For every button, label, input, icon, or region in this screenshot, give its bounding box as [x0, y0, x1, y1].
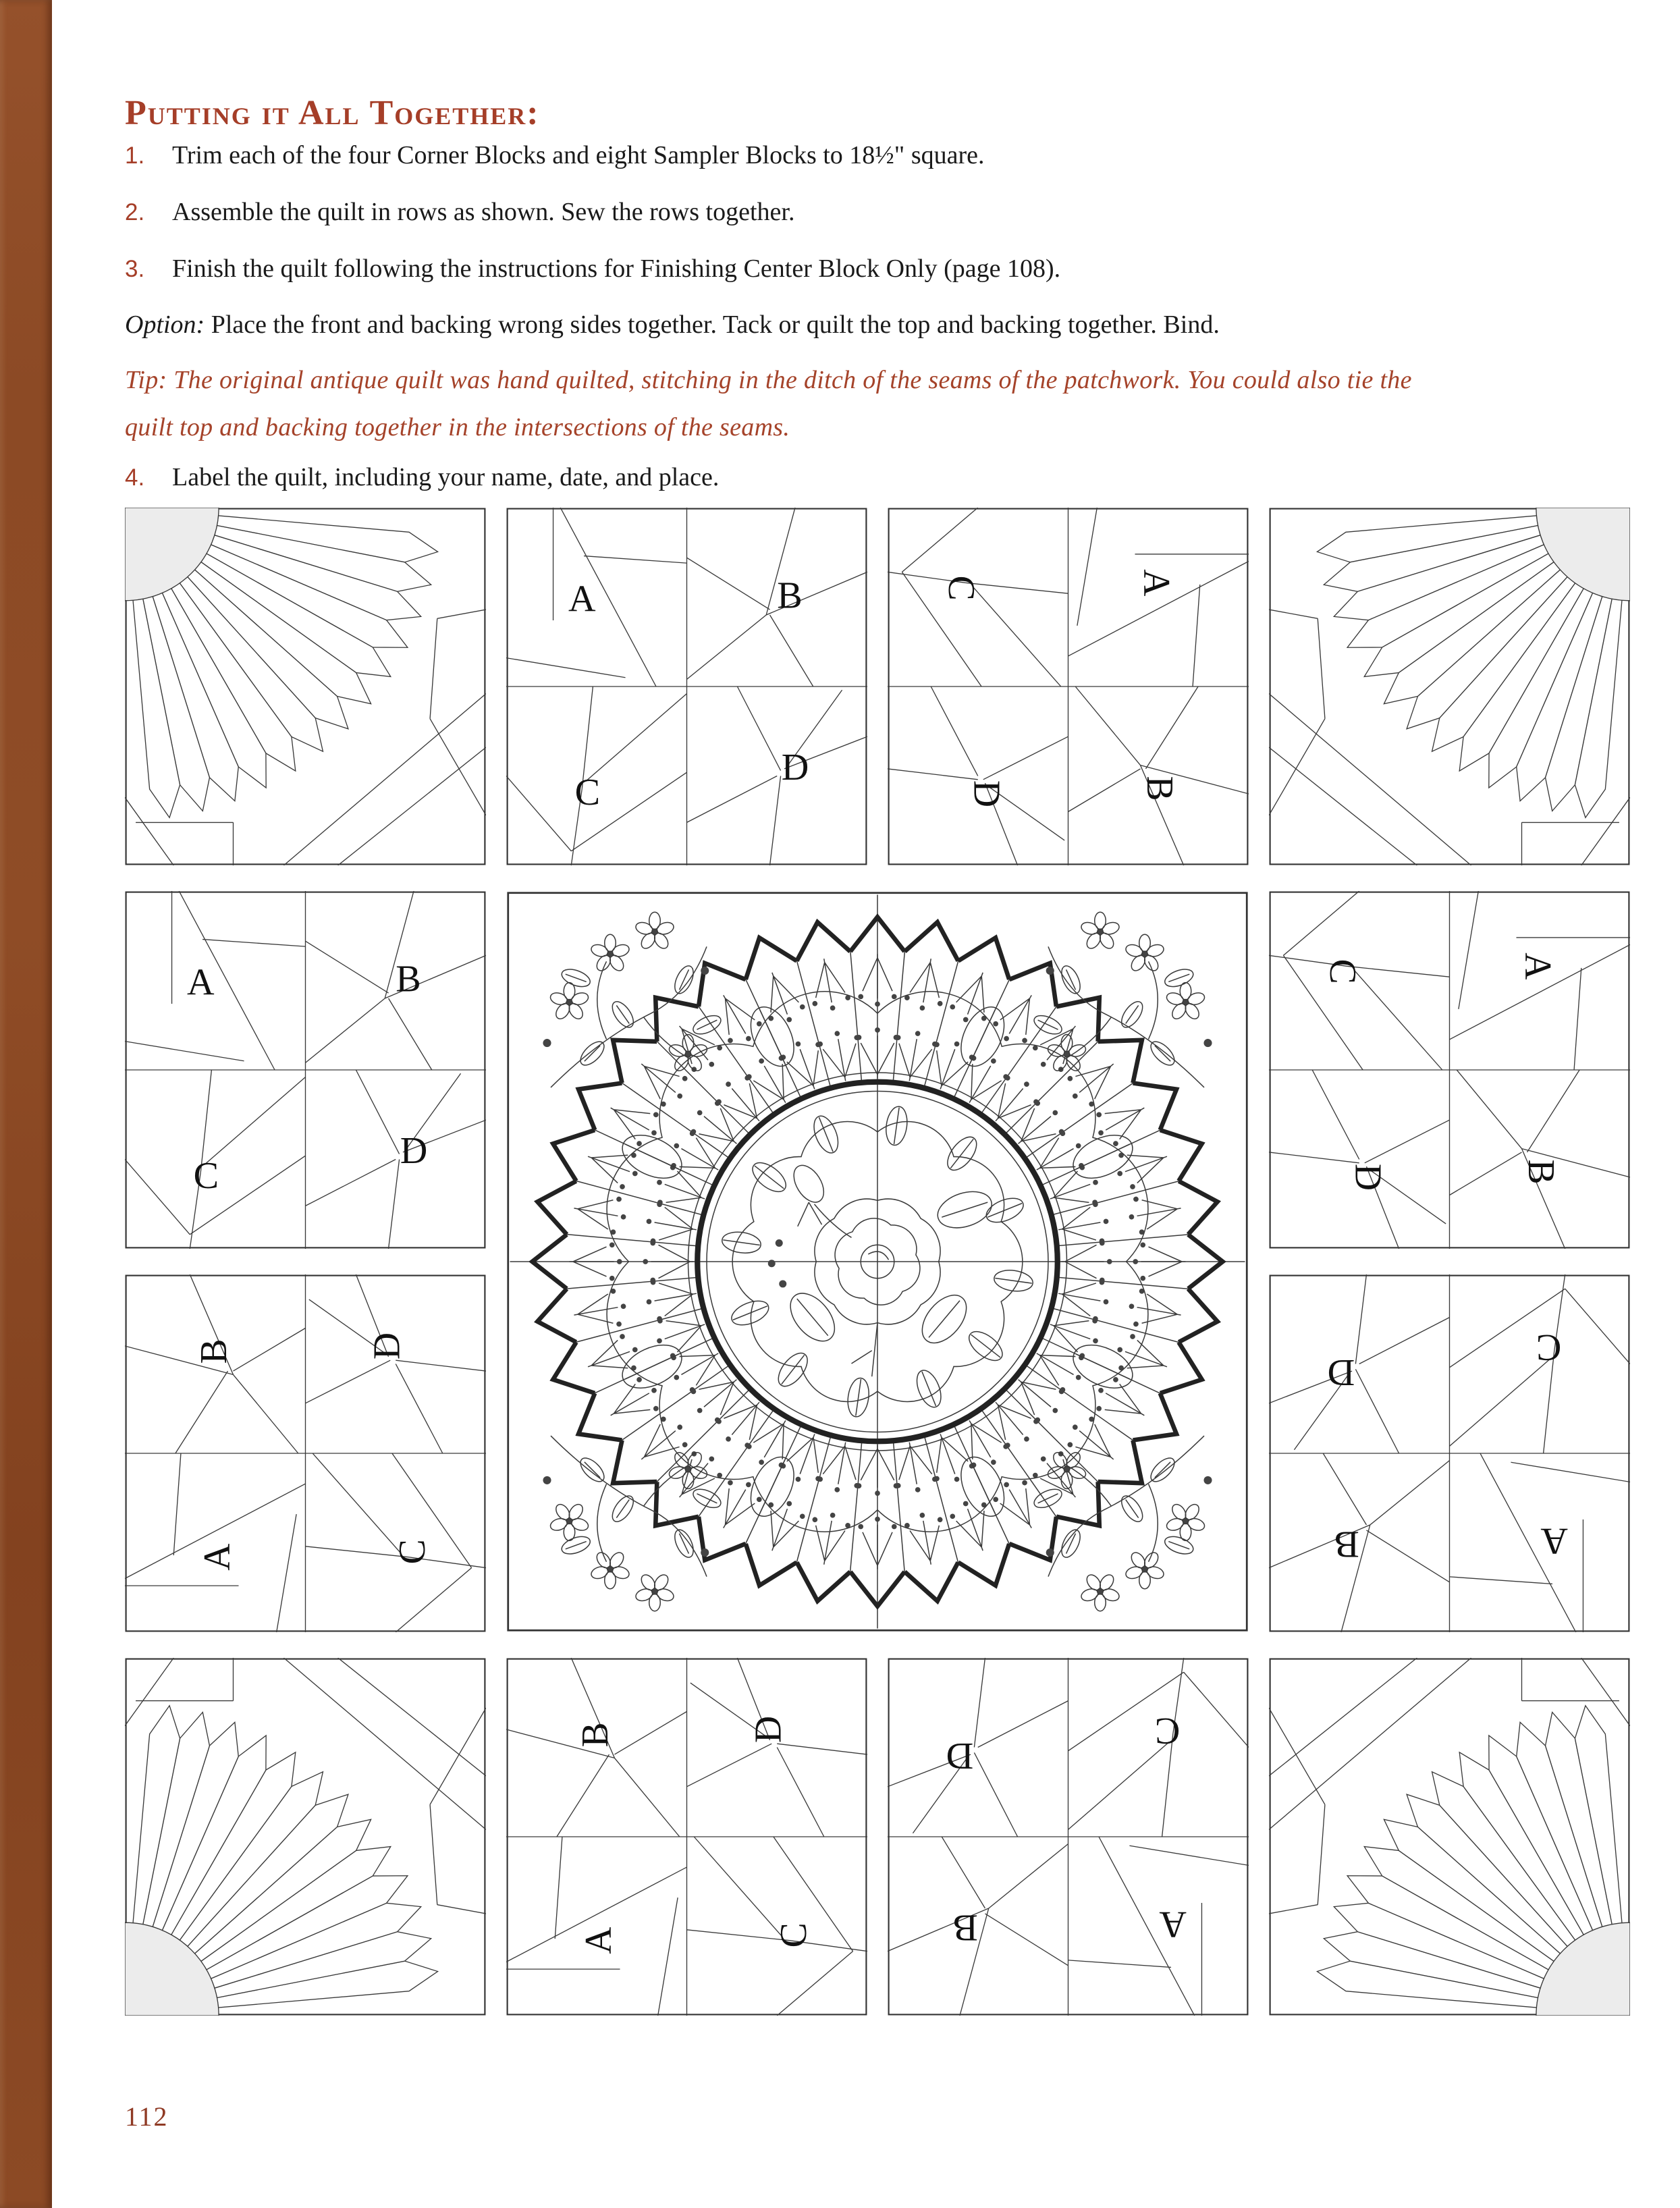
section-heading: Putting it All Together:	[125, 94, 540, 132]
option-paragraph	[125, 310, 1630, 340]
corner-fan-block-top-right	[1269, 508, 1630, 865]
step-text: Assemble the quilt in rows as shown. Sew the rows together.	[172, 198, 795, 226]
quilt-assembly-diagram	[125, 508, 1630, 2016]
sampler-block-r4c2-rot270	[506, 1658, 867, 2016]
step-text: Label the quilt, including your name, date, and place.	[172, 463, 720, 491]
step-number: 1.	[125, 142, 145, 169]
tip-line-2: quilt top and backing together in the intersections of the seams.	[125, 413, 790, 441]
option-text: Place the front and backing wrong sides together. Tack or quilt the top and backing together. Bind.	[211, 311, 1220, 339]
sampler-block-r2c4-rot90	[1269, 891, 1630, 1249]
step-number: 2.	[125, 199, 145, 225]
sampler-block-r2c1	[125, 891, 486, 1249]
corner-fan-block-bottom-left	[125, 1658, 486, 2016]
option-label: Option:	[125, 311, 205, 339]
step-text: Trim each of the four Corner Blocks and eight Sampler Blocks to 18½" square.	[172, 141, 985, 169]
sampler-block-r1c2	[506, 508, 867, 865]
step-number: 3.	[125, 256, 145, 282]
center-medallion-block	[506, 891, 1249, 1632]
sampler-block-r4c3-rot180	[888, 1658, 1249, 2016]
corner-fan-block-bottom-right	[1269, 1658, 1630, 2016]
page-number: 112	[125, 2101, 169, 2132]
sampler-block-r3c1-rot270	[125, 1274, 486, 1632]
step-text: Finish the quilt following the instructions for Finishing Center Block Only (page 108).	[172, 254, 1061, 283]
step-row-3	[125, 253, 1630, 286]
sampler-block-r1c3-rot90	[888, 508, 1249, 865]
sampler-block-r3c4-rot180	[1269, 1274, 1630, 1632]
corner-fan-block-top-left	[125, 508, 486, 865]
step-row-4	[125, 462, 1630, 494]
step-row-2	[125, 196, 1630, 229]
tip-line-1: Tip: The original antique quilt was hand quilted, stitching in the ditch of the seams of the patchwork. You could also tie the	[125, 366, 1412, 394]
step-row-1	[125, 140, 1630, 172]
step-number: 4.	[125, 464, 145, 491]
